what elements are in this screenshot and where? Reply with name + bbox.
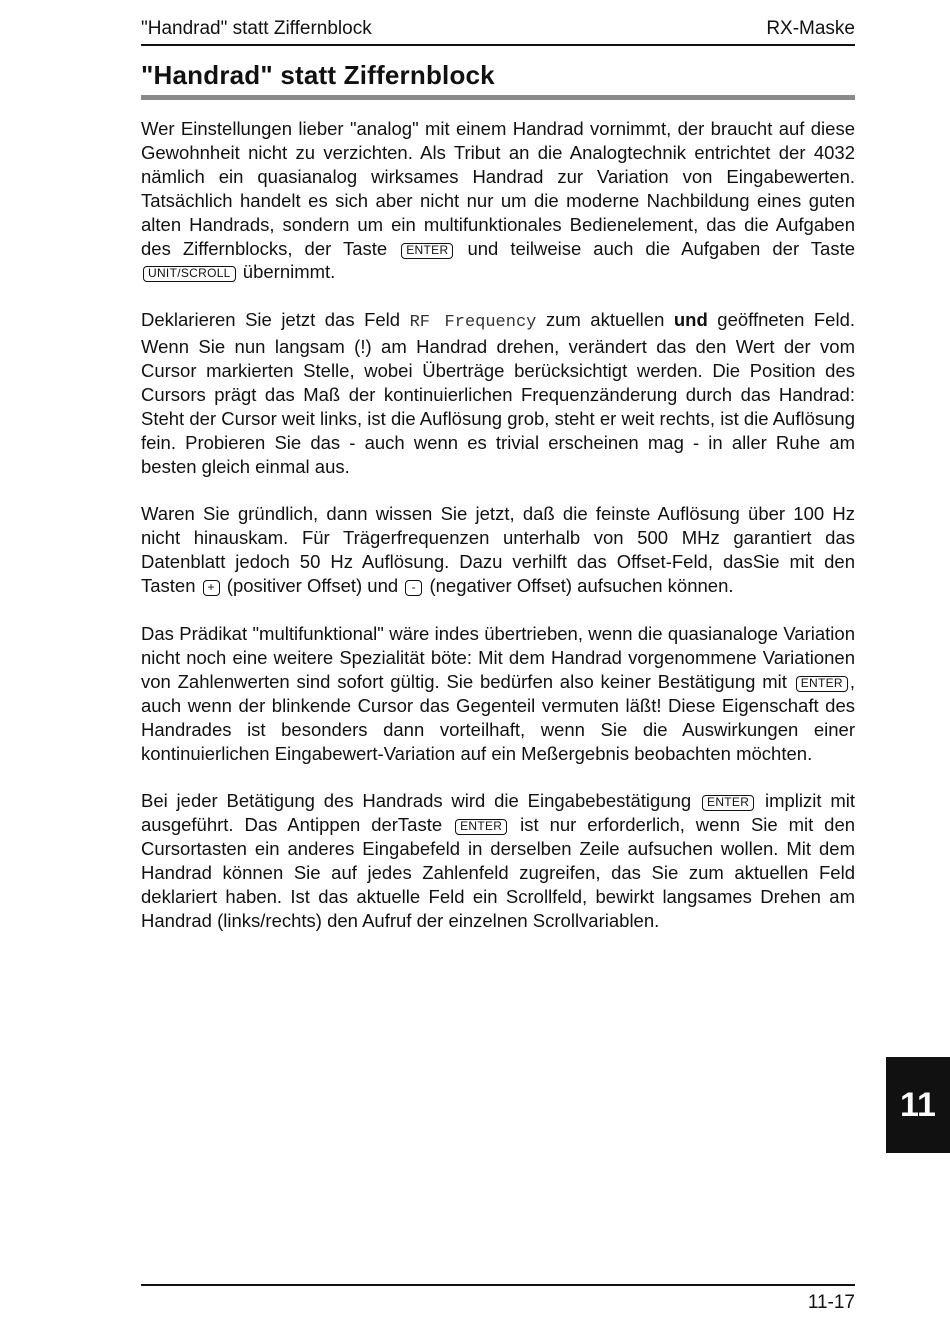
text-span: implizit mit ausgeführt. Das Antippen derTaste bbox=[141, 790, 855, 836]
running-header bbox=[141, 14, 855, 46]
footer-rule bbox=[141, 1284, 855, 1286]
text-span: , auch wenn der blinkende Cursor das Gegenteil vermuten läßt! Diese Eigenschaft des Handrades ist besonders dann vorteilhaft, wenn Sie die Auswirkungen einer kontinuierlichen Eingabewert-Variation auf ein Meßergebnis beobachten möchten. bbox=[141, 670, 855, 764]
paragraph-2 bbox=[141, 308, 855, 478]
text-span: (negativer Offset) aufsuchen können. bbox=[429, 575, 734, 597]
page-number: 11-17 bbox=[807, 1292, 855, 1313]
text-span: (positiver Offset) und bbox=[226, 575, 399, 597]
paragraph-1 bbox=[141, 117, 855, 284]
chapter-tab: 11 bbox=[886, 1057, 950, 1153]
running-header-right: RX-Maske bbox=[766, 18, 855, 39]
field-name-code: RF Frequency bbox=[409, 313, 537, 333]
running-header-left: "Handrad" statt Ziffernblock bbox=[141, 18, 372, 39]
text-span: zum aktuellen bbox=[545, 309, 665, 331]
enter-key-label: ENTER bbox=[796, 676, 848, 692]
bold-text: und bbox=[673, 309, 708, 331]
text-span: und teilweise auch die Aufgaben der Taste bbox=[467, 237, 856, 259]
paragraph-4 bbox=[141, 622, 855, 765]
enter-key-label: ENTER bbox=[702, 795, 754, 811]
text-span: Das Prädikat "multifunktional" wäre indes übertrieben, wenn die quasianaloge Variation nicht noch eine weitere Spezialität böte: Mit dem Handrad vorgenommene Variationen von Zahlenwerten sind sofort gültig. Sie bedürfen also keiner Bestätigung mit bbox=[141, 622, 855, 692]
plus-key-label: + bbox=[203, 580, 220, 596]
paragraph-5 bbox=[141, 789, 855, 932]
text-span: geöffneten Feld. Wenn Sie nun langsam (!) am Handrad drehen, verändert das den Wert der vom Cursor markierten Stelle, wobei Überträge berücksichtigt werden. Die Position des Cursors prägt das Maß der kontinuierlichen Frequenzänderung durch das Handrad: Steht der Cursor weit links, ist die Auflösung grob, steht er weit rechts, ist die Auflösung fein. Probieren Sie das - auch wenn es trivial erscheinen mag - in aller Ruhe am besten gleich einmal aus. bbox=[141, 309, 856, 477]
text-span: Wer Einstellungen lieber "analog" mit einem Handrad vornimmt, der braucht auf diese Gewohnheit nicht zu verzichten. Als Tribut an die Analogtechnik entrichtet der 4032 nämlich ein quasianalog wirksames Handrad zur Variation von Eingabewerten. Tatsächlich handelt es sich aber nicht nur um die moderne Nachbildung eines guten alten Handrads, sondern um ein multifunktionales Bedienelement, das die Aufgaben des Ziffernblocks, der Taste bbox=[141, 118, 855, 259]
body-text bbox=[141, 117, 855, 957]
paragraph-3 bbox=[141, 502, 855, 598]
text-span: Waren Sie gründlich, dann wissen Sie jetzt, daß die feinste Auflösung über 100 Hz nicht hinauskam. Für Trägerfrequenzen unterhalb von 500 MHz garantiert das Datenblatt jedoch 50 Hz Auflösung. Dazu verhilft das Offset-Feld, dasSie mit den Tasten bbox=[141, 503, 855, 597]
text-span: Deklarieren Sie jetzt das Feld bbox=[141, 309, 401, 331]
title-rule bbox=[141, 95, 855, 100]
enter-key-label: ENTER bbox=[401, 243, 453, 259]
text-span: übernimmt. bbox=[242, 261, 336, 283]
enter-key-label: ENTER bbox=[455, 819, 507, 835]
page-title: "Handrad" statt Ziffernblock bbox=[141, 60, 495, 90]
text-span: ist nur erforderlich, wenn Sie mit den Cursortasten ein anderes Eingabefeld in derselben Zeile aufsuchen wollen. Mit dem Handrad können Sie auf jedes Zahlenfeld zugreifen, das Sie zum aktuellen Feld deklariert haben. Ist das aktuelle Feld ein Scrollfeld, bewirkt langsames Drehen am Handrad (links/rechts) den Aufruf der einzelnen Scrollvariablen. bbox=[141, 814, 856, 931]
text-span: Bei jeder Betätigung des Handrads wird die Eingabebestätigung bbox=[141, 790, 692, 812]
minus-key-label: - bbox=[405, 580, 422, 596]
unit-scroll-key-label: UNIT/SCROLL bbox=[143, 266, 236, 282]
